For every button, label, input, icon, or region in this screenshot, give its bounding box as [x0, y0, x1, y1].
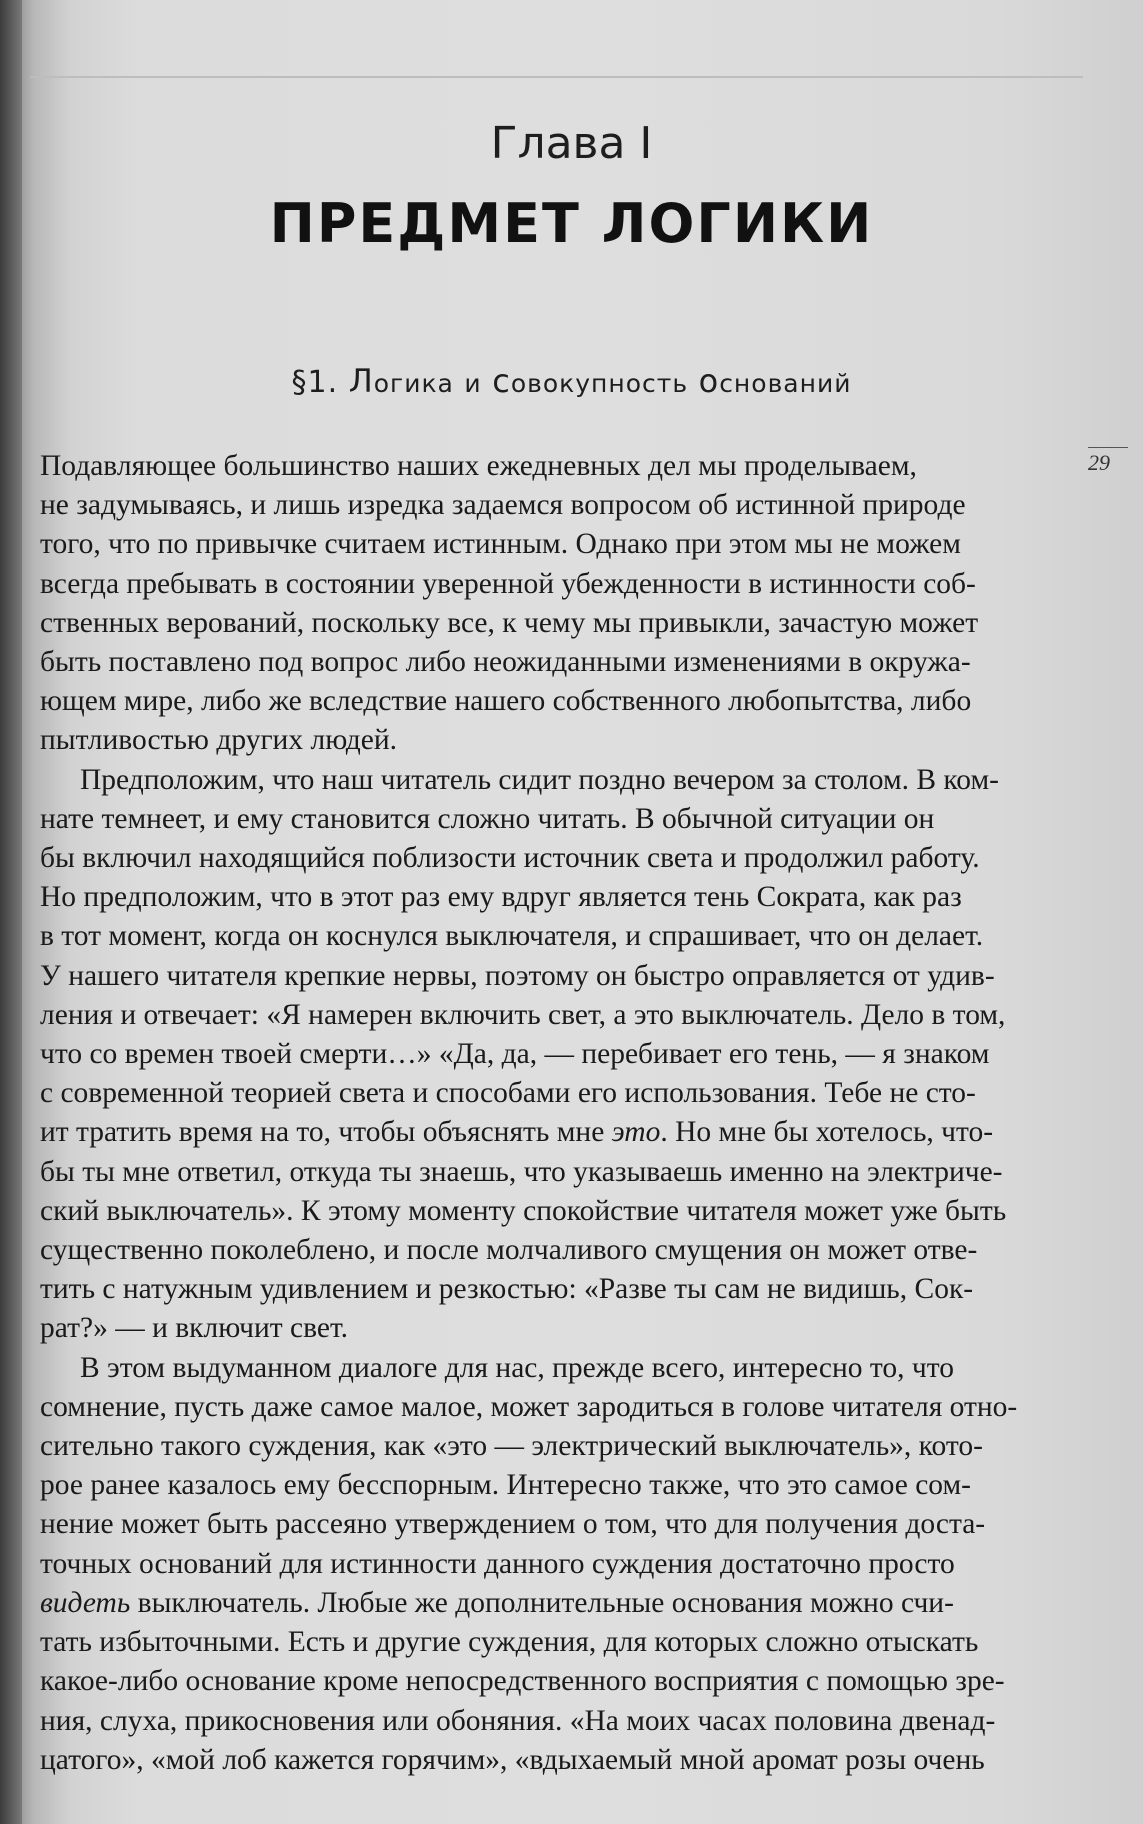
text-fragment: выключатель. Любые же дополнительные основания можно счи-: [130, 1586, 954, 1619]
section-word-4-rest: снований: [719, 369, 852, 398]
text-line: бы включил находящийся поблизости источник света и продолжил работу.: [40, 842, 980, 875]
text-line: того, что по привычке считаем истинным. Однако при этом мы не можем: [40, 528, 961, 561]
text-line: ский выключатель». К этому моменту спокойствие читателя может уже быть: [40, 1194, 1007, 1227]
section-word-3-initial: с: [492, 362, 511, 400]
text-line: нение может быть рассеяно утверждением о том, что для получения доста-: [40, 1508, 986, 1541]
text-line: ления и отвечает: «Я намерен включить свет, а это выключатель. Дело в том,: [40, 998, 1006, 1031]
section-word-2: и: [464, 369, 482, 398]
text-line: У нашего читателя крепкие нервы, поэтому он быстро оправляется от удив-: [40, 959, 995, 992]
text-line: тить с натужным удивлением и резкостью: «Разве ты сам не видишь, Сок-: [40, 1273, 974, 1306]
body-text: [30, 447, 1120, 1780]
text-line: рат?» — и включит свет.: [40, 1312, 349, 1345]
text-line: рое ранее казалось ему бесспорным. Интересно также, что это самое сом-: [40, 1469, 971, 1502]
text-line: существенно поколеблено, и после молчаливого смущения он может отве-: [40, 1234, 978, 1267]
italic-word: это: [611, 1116, 661, 1149]
section-word-3-rest: овокупность: [510, 369, 689, 398]
text-line: сомнение, пусть даже самое малое, может зародиться в голове читателя отно-: [40, 1390, 1018, 1423]
text-line: [30, 1584, 1120, 1623]
text-line: пытливостью других людей.: [40, 724, 397, 757]
page-number: 29: [1088, 447, 1128, 476]
text-line: ственных верований, поскольку все, к чему мы привыкли, зачастую может: [40, 606, 979, 639]
text-line: ния, слуха, прикосновения или обоняния. «На моих часах половина двенад-: [40, 1704, 996, 1737]
text-line: в тот момент, когда он коснулся выключателя, и спрашивает, что он делает.: [40, 920, 984, 953]
text-line: нате темнеет, и ему становится сложно читать. В обычной ситуации он: [40, 802, 935, 835]
text-line: [30, 1113, 1120, 1152]
text-line: бы ты мне ответил, откуда ты знаешь, что указываешь именно на электриче-: [40, 1155, 1003, 1188]
bleed-through-rule: [30, 76, 1083, 78]
text-line: Но предположим, что в этот раз ему вдруг является тень Сократа, как раз: [40, 881, 962, 914]
text-line: с современной теорией света и способами его использования. Тебе не сто-: [40, 1077, 976, 1110]
text-line: Предположим, что наш читатель сидит поздно вечером за столом. В ком-: [80, 763, 999, 796]
text-line: Подавляющее большинство наших ежедневных дел мы проделываем,: [40, 450, 917, 482]
section-word-4-initial: о: [698, 362, 720, 400]
text-line: не задумываясь, и лишь изредка задаемся вопросом об истинной природе: [40, 489, 966, 522]
text-fragment: ит тратить время на то, чтобы объяснять мне: [40, 1116, 612, 1149]
italic-word: видеть: [40, 1586, 131, 1619]
text-fragment: . Но мне бы хотелось, что-: [660, 1116, 994, 1149]
section-title: [0, 362, 1143, 400]
text-line: точных оснований для истинности данного суждения достаточно просто: [40, 1547, 955, 1580]
text-line: всегда пребывать в состоянии уверенной убежденности в истинности соб-: [40, 567, 976, 600]
section-word-1-initial: Л: [348, 362, 374, 400]
text-line: тать избыточными. Есть и другие суждения, для которых сложно отыскать: [40, 1626, 979, 1659]
text-line: В этом выдуманном диалоге для нас, прежде всего, интересно то, что: [80, 1351, 955, 1384]
book-spine-shadow: [0, 0, 22, 1824]
text-line: ющем мире, либо же вследствие нашего собственного любопытства, либо: [40, 685, 972, 718]
text-line: быть поставлено под вопрос либо неожиданными изменениями в окружа-: [40, 646, 971, 679]
section-number: §1.: [291, 365, 339, 400]
text-line: какое-либо основание кроме непосредственного восприятия с помощью зре-: [40, 1665, 1005, 1698]
section-word-1-rest: огика: [373, 369, 454, 398]
text-line: что со времен твоей смерти…» «Да, да, — перебивает его тень, — я знаком: [40, 1038, 990, 1071]
text-line: сительно такого суждения, как «это — электрический выключатель», кото-: [40, 1430, 983, 1463]
chapter-number: Глава I: [490, 118, 653, 169]
text-line: цатого», «мой лоб кажется горячим», «вдыхаемый мной аромат розы очень: [40, 1743, 985, 1776]
chapter-title: ПРЕДМЕТ ЛОГИКИ: [269, 192, 874, 255]
